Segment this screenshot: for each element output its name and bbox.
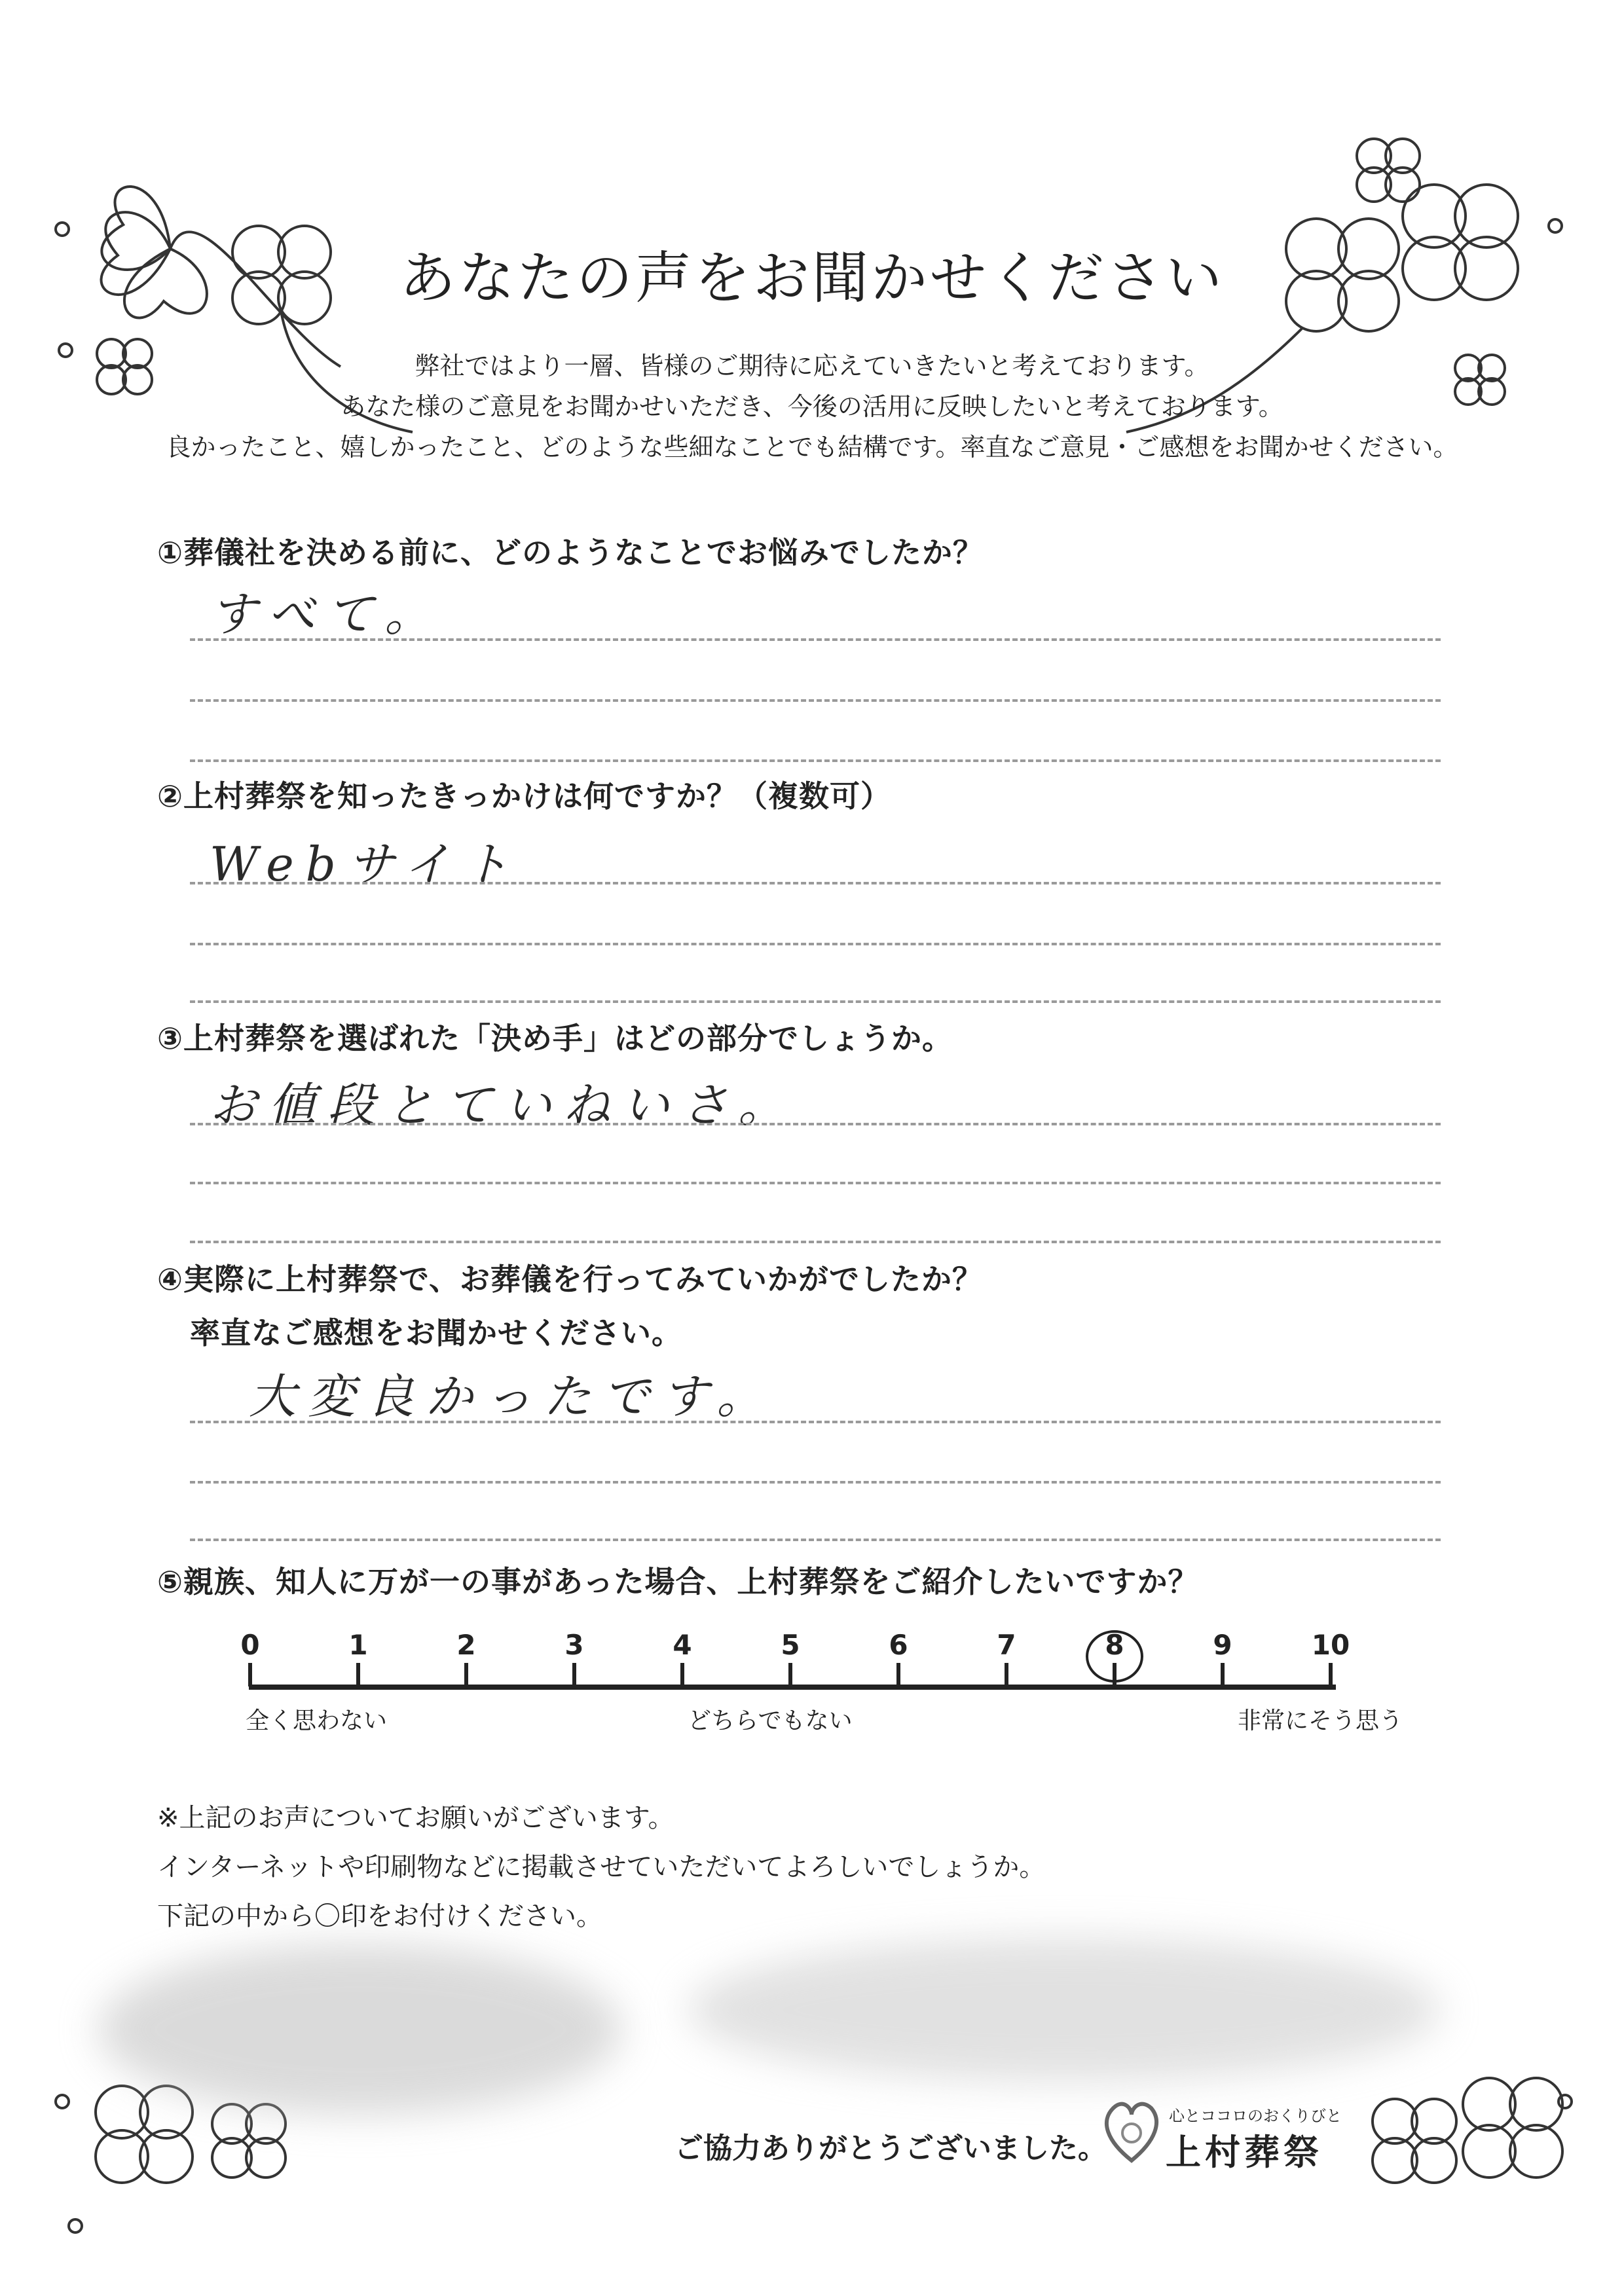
question-1 [157,529,984,572]
scale-tick [356,1663,360,1686]
answer-4: 大変良かったです。 [249,1369,776,1424]
answer-rule [190,1123,1441,1125]
thanks-message: ご協力ありがとうございました。 [674,2132,1107,2165]
question-4-subtext: 率直なご感想をお聞かせください。 [190,1315,682,1351]
question-number: ④ [157,1262,183,1297]
question-text: 実際に上村葬祭で、お葬儀を行ってみていかがでしたか？ [183,1262,984,1297]
scale-tick-label: 7 [997,1629,1016,1661]
scale-tick-label: 9 [1213,1629,1232,1661]
page-title: あなたの声をお聞かせください [399,246,1225,311]
intro-line: あなた様のご意見をお聞かせいただき、今後の活用に反映したいと考えております。 [341,392,1283,421]
question-number: ② [157,778,183,814]
clover-icon [1373,2099,1456,2183]
answer-rule [190,1241,1441,1243]
question-4 [157,1256,983,1299]
question-number: ① [157,535,183,570]
question-5 [157,1558,1199,1601]
selected-circle-mark [1079,1624,1151,1689]
scale-tick [464,1663,468,1686]
answer-rule [190,1000,1441,1003]
question-text: 上村葬祭を選ばれた「決め手」はどの部分でしょうか。 [183,1021,953,1056]
question-2 [157,773,891,816]
answer-rule [190,699,1441,702]
scale-label-low: 全く思わない [246,1707,388,1734]
scale-tick-label: 2 [456,1629,476,1661]
answer-1: すべて。 [210,587,444,642]
answer-2: Webサイト [210,837,521,892]
consent-note: ※上記のお声についてお願いがございます。 [157,1803,674,1833]
brand-name: 上村葬祭 [1166,2132,1323,2173]
scale-tick [896,1663,900,1686]
heart-logo-icon [1100,2095,1162,2167]
clover-icon [212,2104,286,2178]
answer-rule [190,759,1441,762]
intro-line: 良かったこと、嬉しかったこと、どのような些細なことでも結構です。率直なご意見・ご感想をお聞かせください。 [166,433,1458,462]
clover-icon [1357,139,1420,202]
answer-rule [190,1182,1441,1184]
scale-tick-label: 4 [673,1629,692,1661]
scale-tick-label: 0 [240,1629,260,1661]
stipple-decoration [98,1944,622,2115]
scale-tick-label: 10 [1311,1629,1350,1661]
scale-tick-label: 8 [1105,1629,1124,1661]
scale-tick [572,1663,576,1686]
consent-note: 下記の中から〇印をお付けください。 [157,1901,602,1931]
question-text: 上村葬祭を知ったきっかけは何ですか？（複数可） [183,778,891,814]
answer-rule [190,1421,1441,1423]
clover-icon [96,2086,193,2183]
scale-tick-label: 3 [564,1629,584,1661]
scale-tick [680,1663,684,1686]
clover-icon [1463,2078,1562,2178]
stipple-decoration [688,1938,1441,2082]
answer-rule [190,1539,1441,1541]
scale-tick [1221,1663,1225,1686]
question-number: ③ [157,1021,183,1056]
question-number: ⑤ [157,1564,183,1599]
scale-tick-label: 6 [889,1629,908,1661]
rating-scale-line [249,1685,1336,1690]
scale-tick [1329,1663,1333,1686]
intro-line: 弊社ではより一層、皆様のご期待に応えていきたいと考えております。 [415,352,1209,380]
scale-tick [788,1663,792,1686]
consent-note: インターネットや印刷物などに掲載させていただいてよろしいでしょうか。 [157,1852,1046,1882]
question-3 [157,1015,953,1058]
scale-tick [1005,1663,1008,1686]
answer-rule [190,882,1441,884]
question-text: 親族、知人に万が一の事があった場合、上村葬祭をご紹介したいですか？ [183,1564,1199,1599]
answer-3: お値段とていねいさ。 [210,1078,798,1133]
answer-rule [190,638,1441,641]
scale-tick-label: 1 [348,1629,368,1661]
scale-tick-label: 5 [781,1629,800,1661]
brand-tagline: 心とココロのおくりびと [1169,2107,1342,2125]
scale-label-high: 非常にそう思う [1238,1707,1403,1734]
scale-label-mid: どちらでもない [688,1707,853,1734]
answer-rule [190,1481,1441,1484]
scale-tick [248,1663,252,1686]
question-text: 葬儀社を決める前に、どのようなことでお悩みでしたか？ [183,535,984,570]
answer-rule [190,943,1441,945]
